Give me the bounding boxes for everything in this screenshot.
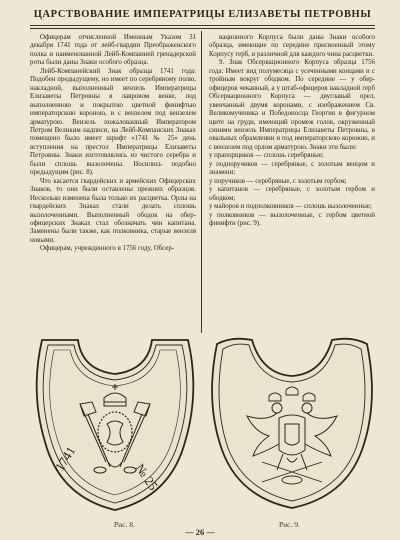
figure-9 <box>207 332 377 532</box>
inscription-number: № 25 <box>132 461 162 494</box>
gorget-badge-illustration <box>30 332 200 517</box>
gorget-badge-illustration <box>207 332 377 517</box>
list-item: у прапорщиков — сплошь серебряные; <box>209 152 324 160</box>
paragraph: вационного Корпуса были даны Знаки особого образца, имеющие по середине присвоенный этому Корпусу герб, и различной для каждого чина расцветки. <box>209 34 375 58</box>
header-rule <box>30 25 375 26</box>
left-text-column <box>30 34 196 334</box>
figure-caption: Рис. 9. <box>279 520 300 529</box>
running-header: ЦАРСТВОВАНИЕ ИМПЕРАТРИЦЫ ЕЛИЗАВЕТЫ ПЕТРОВНЫ <box>33 9 372 20</box>
list-item: у подпоручиков — серебряные, с золотым венцом и знамени; <box>209 160 375 177</box>
column-divider <box>201 31 202 333</box>
figure-caption: Рис. 8. <box>114 520 135 529</box>
header-rule-thin <box>30 28 375 29</box>
list-item: у полковников — вызолоченные, с гербом цветной финифти (рис. 9). <box>209 211 375 227</box>
paragraph: 9. Знак Обсервационного Корпуса образца 1756 года: Имеет вид полумесяца с усеченными концами и с тройным вокруг ободком. По середине — у обер-офицеров чеканный, а у штаб-офицеров накладной герб Обсервационного Корпуса — двуглавый орел, увенчанный двумя коронами, с изображением Св. Великомученика и Победоносца Георгия в фигурном щите на груди, имеющий промеж голов, окруженный синими вензель Императрицы Елизаветы Петровны, в овальных обрамлении и под императорскою короною, и с вензелем под орлом арматурою. Знаки эти были: <box>209 59 375 151</box>
paragraph: Что касается гвардейских и армейских Офицерских Знаков, то они были оставлены прежних образцов. Несколько изменена была только их расцветка. Орлы на гвардейских Знаках стали делать сплошь вызолоченными. Выполненный ободок на обер-офицерских Знаках стал обозначать чин капитана. Заменены были также, как полковника, старые вензеля новыми. <box>30 177 196 244</box>
figure-8 <box>30 332 200 532</box>
list-item: у майоров и подполковников — сплошь вызолоченные; <box>209 203 372 211</box>
paragraph: Офицерам, учрежденного в 1756 году, Обсер- <box>40 245 175 253</box>
list-item: у капитанов — серебряные, с золотым гербом и ободком; <box>209 186 375 202</box>
paragraph: Лейб-Компанейский Знак образца 1741 года: Подобен предыдущему, но имеет по серебряному полю, накладной, выполненный вензель Императрицы Елизаветы Петровны в лавровом венке, под выполненною и покрытою цветной финифтью императорскою короною, и с вензелем под вензелем арматурою. Вензель пожалованный Императором Петром Великим надписи, на Лейб-Компанских Знаках помещено было имеет шрифт «1741 № 25» день вступления на престол Императрицы Елизаветы Петровны. Знаки изготовлялись из чистого серебра и были сплошь вызолочены. Носились подобно предыдущим (рис. 8). <box>30 67 196 177</box>
list-item: у поручиков — серебряные, с золотым гербом; <box>209 177 347 185</box>
page-number: — 26 — <box>185 527 215 537</box>
paragraph: Офицерам отчисленной Именным Указом 31 декабря 1741 года от лейб-гвардии Преображенского полка и наименованной Лейб-Компанией гренадерской роты были даны Знаки особого образца. <box>30 34 196 67</box>
right-text-column <box>209 34 375 334</box>
inscription-year: 1741 <box>51 443 79 474</box>
